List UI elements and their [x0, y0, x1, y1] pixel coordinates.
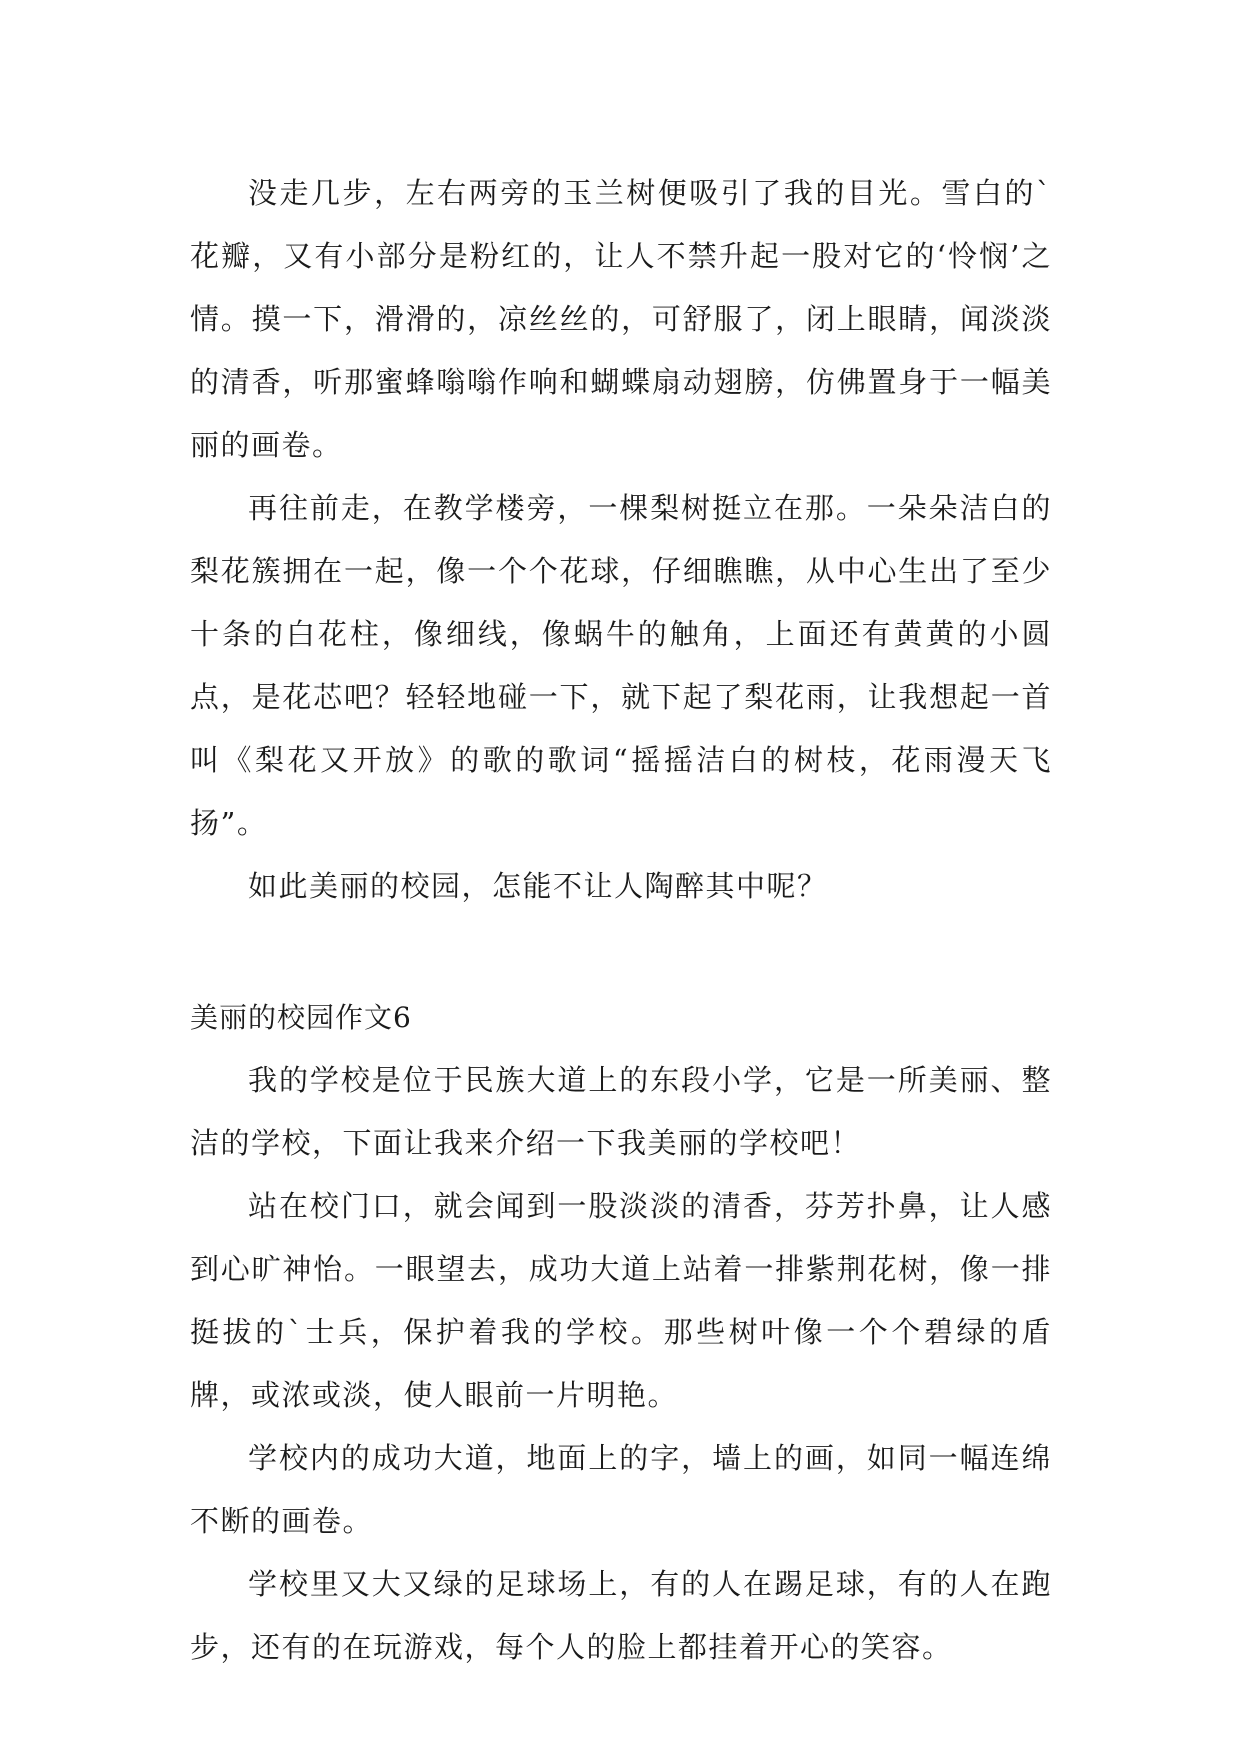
paragraph: 学校里又大又绿的足球场上，有的人在踢足球，有的人在跑步，还有的在玩游戏，每个人的脸上都挂着开心的笑容。: [190, 1567, 1052, 1664]
paragraph: 没走几步，左右两旁的玉兰树便吸引了我的目光。雪白的`花瓣，又有小部分是粉红的，让人不禁升起一股对它的‘怜悯’之情。摸一下，滑滑的，凉丝丝的，可舒服了，闭上眼睛，闻淡淡的清香，听那蜜蜂嗡嗡作响和蝴蝶扇动翅膀，仿佛置身于一幅美丽的画卷。: [190, 176, 1052, 462]
section-title: 美丽的校园作文6: [190, 1001, 412, 1034]
paragraph: 再往前走，在教学楼旁，一棵梨树挺立在那。一朵朵洁白的梨花簇拥在一起，像一个个花球，仔细瞧瞧，从中心生出了至少十条的白花柱，像细线，像蜗牛的触角，上面还有黄黄的小圆点，是花芯吧？轻轻地碰一下，就下起了梨花雨，让我想起一首叫《梨花又开放》的歌的歌词“摇摇洁白的树枝，花雨漫天飞扬”。: [190, 491, 1052, 840]
paragraph: 如此美丽的校园，怎能不让人陶醉其中呢？: [248, 869, 828, 903]
document-body: [190, 162, 1052, 1679]
paragraph: 学校内的成功大道，地面上的字，墙上的画，如同一幅连绵不断的画卷。: [190, 1441, 1052, 1538]
paragraph: 我的学校是位于民族大道上的东段小学，它是一所美丽、整洁的学校，下面让我来介绍一下我美丽的学校吧！: [190, 1063, 1052, 1160]
paragraph: 站在校门口，就会闻到一股淡淡的清香，芬芳扑鼻，让人感到心旷神怡。一眼望去，成功大道上站着一排紫荆花树，像一排挺拔的`士兵，保护着我的学校。那些树叶像一个个碧绿的盾牌，或浓或淡，使人眼前一片明艳。: [190, 1189, 1052, 1412]
